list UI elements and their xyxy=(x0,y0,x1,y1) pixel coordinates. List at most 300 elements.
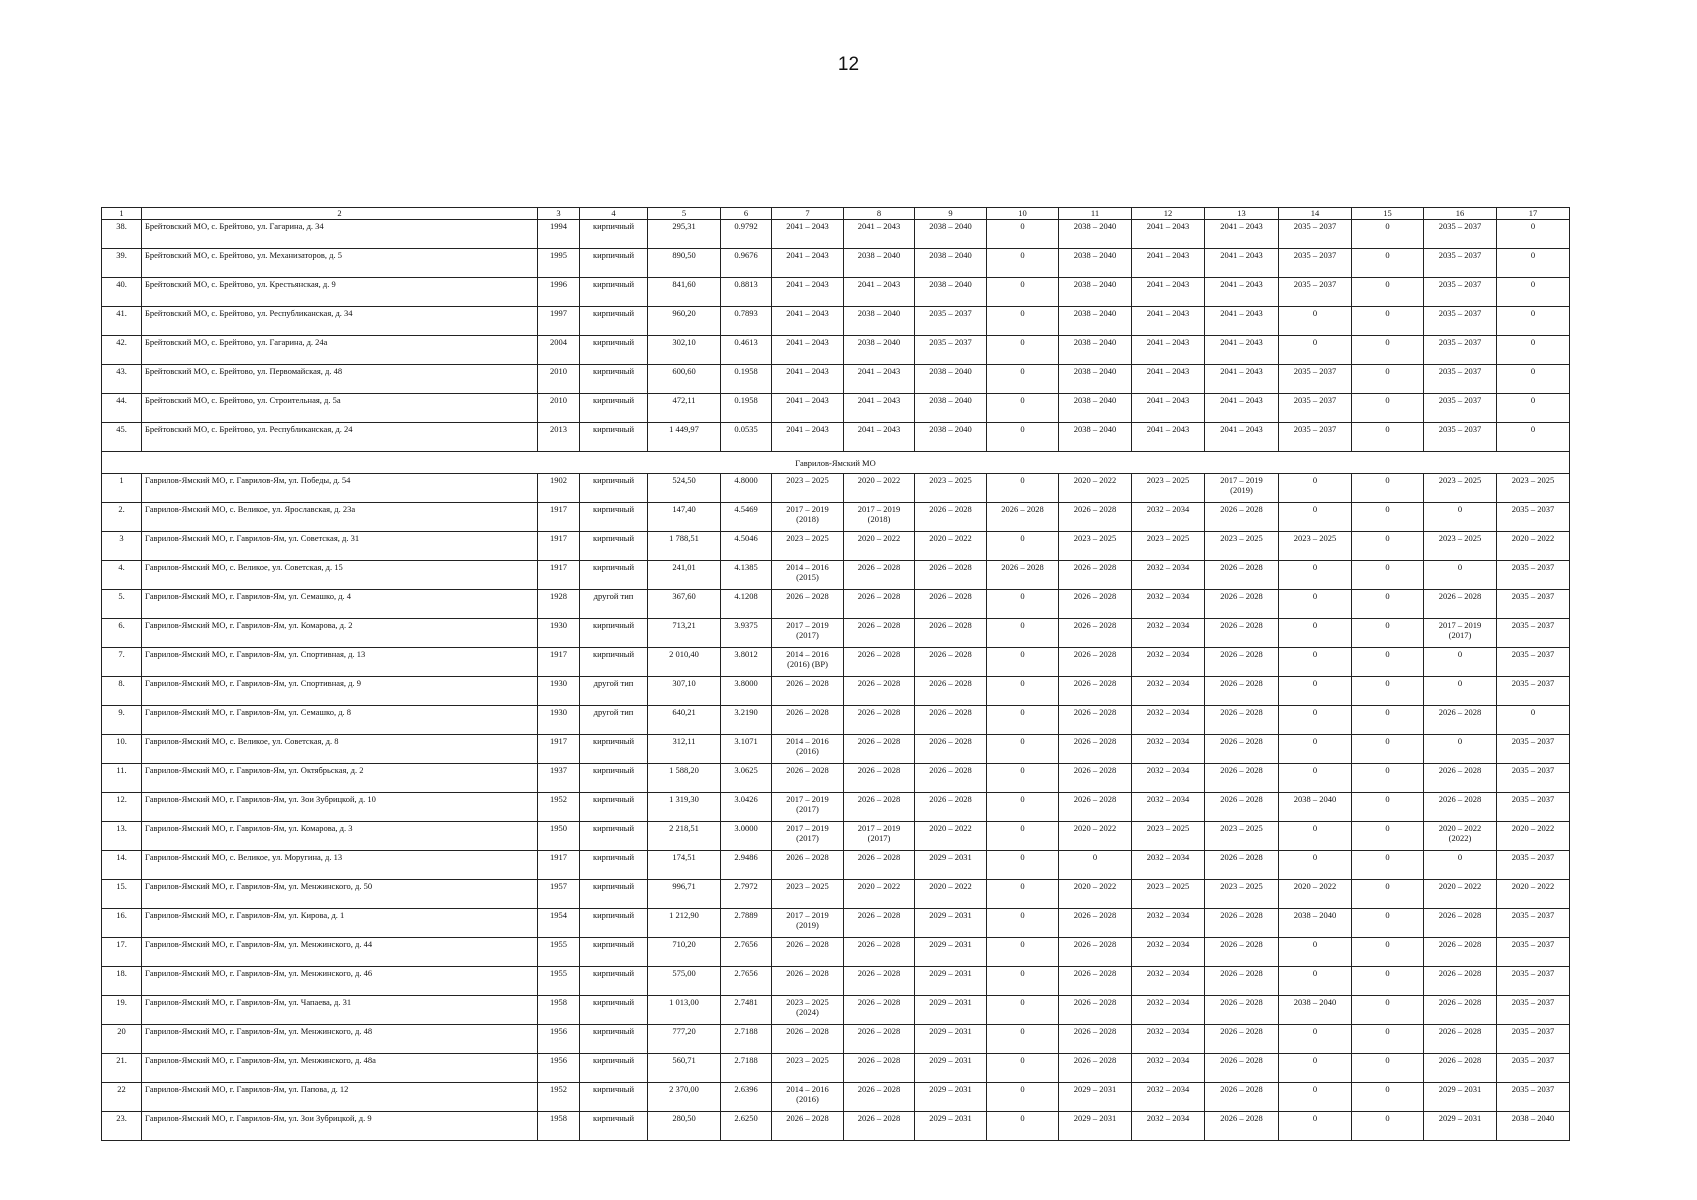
table-cell: 2020 – 2022 xyxy=(1424,880,1497,909)
table-cell: 2041 – 2043 xyxy=(772,249,844,278)
table-cell: 2026 – 2028 xyxy=(1059,561,1132,590)
address-cell: Гаврилов-Ямский МО, г. Гаврилов-Ям, ул. Семашко, д. 4 xyxy=(142,590,538,619)
column-number: 1 xyxy=(102,208,142,220)
table-cell: 295,31 xyxy=(648,220,721,249)
table-cell: 2038 – 2040 xyxy=(915,394,987,423)
table-cell: 2035 – 2037 xyxy=(1497,1054,1570,1083)
table-cell: 2026 – 2028 xyxy=(1205,677,1279,706)
table-cell: 1917 xyxy=(538,851,580,880)
table-cell: 2026 – 2028 xyxy=(1205,1025,1279,1054)
table-cell: 2026 – 2028 xyxy=(915,735,987,764)
table-cell: 960,20 xyxy=(648,307,721,336)
address-cell: Гаврилов-Ямский МО, г. Гаврилов-Ям, ул. Комарова, д. 2 xyxy=(142,619,538,648)
table-cell: 1917 xyxy=(538,532,580,561)
table-cell: 367,60 xyxy=(648,590,721,619)
table-cell: 2026 – 2028 xyxy=(1205,764,1279,793)
table-cell: 2038 – 2040 xyxy=(1279,793,1352,822)
table-cell: кирпичный xyxy=(580,648,648,677)
table-cell: 12. xyxy=(102,793,142,822)
table-cell: 2026 – 2028 xyxy=(772,1112,844,1141)
table-cell: 2004 xyxy=(538,336,580,365)
table-cell: 2026 – 2028 xyxy=(915,503,987,532)
table-cell: кирпичный xyxy=(580,394,648,423)
table-cell: 2035 – 2037 xyxy=(1497,503,1570,532)
table-cell: 0 xyxy=(1279,590,1352,619)
table-cell: 2020 – 2022 (2022) xyxy=(1424,822,1497,851)
section-title: Гаврилов-Ямский МО xyxy=(102,452,1570,474)
table-cell: 2026 – 2028 xyxy=(1424,706,1497,735)
table-cell: 2041 – 2043 xyxy=(1132,365,1205,394)
table-cell: 2020 – 2022 xyxy=(1279,880,1352,909)
table-cell: 19. xyxy=(102,996,142,1025)
table-cell: кирпичный xyxy=(580,532,648,561)
table-cell: 2017 – 2019 (2017) xyxy=(772,793,844,822)
table-cell: 1917 xyxy=(538,648,580,677)
table-cell: 2023 – 2025 xyxy=(1279,532,1352,561)
table-cell: 307,10 xyxy=(648,677,721,706)
table-cell: 2032 – 2034 xyxy=(1132,909,1205,938)
table-cell: 2035 – 2037 xyxy=(1424,278,1497,307)
table-cell: 42. xyxy=(102,336,142,365)
table-cell: 0 xyxy=(1352,532,1424,561)
table-cell: 4. xyxy=(102,561,142,590)
table-cell: 2.7972 xyxy=(721,880,772,909)
table-cell: 2038 – 2040 xyxy=(915,365,987,394)
table-cell: 2026 – 2028 xyxy=(772,967,844,996)
table-cell: кирпичный xyxy=(580,503,648,532)
table-cell: 2035 – 2037 xyxy=(1497,996,1570,1025)
table-cell: 0 xyxy=(1279,764,1352,793)
table-cell: 0 xyxy=(1279,503,1352,532)
table-cell: 890,50 xyxy=(648,249,721,278)
address-cell: Гаврилов-Ямский МО, с. Великое, ул. Советская, д. 15 xyxy=(142,561,538,590)
table-cell: 2.6250 xyxy=(721,1112,772,1141)
table-cell: 0 xyxy=(1352,220,1424,249)
table-cell: 1 449,97 xyxy=(648,423,721,452)
table-cell: 2035 – 2037 xyxy=(1279,249,1352,278)
table-row xyxy=(102,503,1570,532)
table-cell: 43. xyxy=(102,365,142,394)
table-cell: 0 xyxy=(1352,1112,1424,1141)
table-row xyxy=(102,996,1570,1025)
table-cell: 1957 xyxy=(538,880,580,909)
table-cell: 2026 – 2028 xyxy=(1059,1054,1132,1083)
table-cell: 472,11 xyxy=(648,394,721,423)
table-cell: 1952 xyxy=(538,1083,580,1112)
table-cell: 2026 – 2028 xyxy=(844,1054,915,1083)
table-cell: 0 xyxy=(987,764,1059,793)
table-cell: 2032 – 2034 xyxy=(1132,590,1205,619)
address-cell: Брейтовский МО, с. Брейтово, ул. Республиканская, д. 24 xyxy=(142,423,538,452)
table-row xyxy=(102,619,1570,648)
table-cell: 4.5046 xyxy=(721,532,772,561)
table-row xyxy=(102,423,1570,452)
table-cell: 2026 – 2028 xyxy=(987,561,1059,590)
table-cell: 1 788,51 xyxy=(648,532,721,561)
table-cell: 2026 – 2028 xyxy=(844,1112,915,1141)
section-row-group xyxy=(102,452,1570,474)
table-cell: кирпичный xyxy=(580,822,648,851)
table-cell: 2038 – 2040 xyxy=(1059,423,1132,452)
table-cell: 2020 – 2022 xyxy=(1497,532,1570,561)
table-cell: 0 xyxy=(1352,278,1424,307)
table-cell: 2026 – 2028 xyxy=(1205,619,1279,648)
table-cell: 524,50 xyxy=(648,474,721,503)
address-cell: Гаврилов-Ямский МО, г. Гаврилов-Ям, ул. Менжинского, д. 48 xyxy=(142,1025,538,1054)
address-cell: Гаврилов-Ямский МО, г. Гаврилов-Ям, ул. Менжинского, д. 46 xyxy=(142,967,538,996)
table-cell: 2026 – 2028 xyxy=(844,909,915,938)
address-cell: Брейтовский МО, с. Брейтово, ул. Механизаторов, д. 5 xyxy=(142,249,538,278)
table-row xyxy=(102,1054,1570,1083)
table-cell: 0 xyxy=(987,938,1059,967)
table-cell: 2026 – 2028 xyxy=(1059,967,1132,996)
table-cell: 2026 – 2028 xyxy=(1205,909,1279,938)
table-cell: 0.8813 xyxy=(721,278,772,307)
table-cell: 2026 – 2028 xyxy=(844,996,915,1025)
table-row xyxy=(102,677,1570,706)
table-cell: 23. xyxy=(102,1112,142,1141)
table-cell: 2 370,00 xyxy=(648,1083,721,1112)
table-cell: другой тип xyxy=(580,677,648,706)
table-cell: 2041 – 2043 xyxy=(844,365,915,394)
table-cell: кирпичный xyxy=(580,307,648,336)
table-row xyxy=(102,1083,1570,1112)
table-cell: 0 xyxy=(1279,938,1352,967)
table-cell: 2026 – 2028 xyxy=(844,735,915,764)
address-cell: Гаврилов-Ямский МО, г. Гаврилов-Ям, ул. Чапаева, д. 31 xyxy=(142,996,538,1025)
table-cell: 2026 – 2028 xyxy=(1205,793,1279,822)
table-cell: 2035 – 2037 xyxy=(1497,1083,1570,1112)
table-cell: 2038 – 2040 xyxy=(915,220,987,249)
table-cell: 0 xyxy=(987,1112,1059,1141)
table-cell: 2026 – 2028 xyxy=(844,967,915,996)
table-cell: 0 xyxy=(1279,336,1352,365)
table-cell: 2026 – 2028 xyxy=(1059,735,1132,764)
table-cell: 2020 – 2022 xyxy=(844,474,915,503)
table-cell: 2038 – 2040 xyxy=(1279,996,1352,1025)
table-cell: 2041 – 2043 xyxy=(1132,394,1205,423)
table-cell: 2035 – 2037 xyxy=(1279,220,1352,249)
table-cell: 2020 – 2022 xyxy=(1497,822,1570,851)
table-row xyxy=(102,648,1570,677)
table-cell: 2010 xyxy=(538,365,580,394)
table-cell: кирпичный xyxy=(580,423,648,452)
table-cell: 3.1071 xyxy=(721,735,772,764)
address-cell: Гаврилов-Ямский МО, с. Великое, ул. Моругина, д. 13 xyxy=(142,851,538,880)
table-cell: 2041 – 2043 xyxy=(844,278,915,307)
table-cell: 0 xyxy=(1279,706,1352,735)
table-cell: 2023 – 2025 xyxy=(1132,880,1205,909)
table-cell: 2023 – 2025 xyxy=(1132,532,1205,561)
table-cell: 2.6396 xyxy=(721,1083,772,1112)
table-cell: 0 xyxy=(1352,1025,1424,1054)
table-cell: 2026 – 2028 xyxy=(915,677,987,706)
table-cell: 2035 – 2037 xyxy=(1279,423,1352,452)
table-cell: 16. xyxy=(102,909,142,938)
table-cell: 2038 – 2040 xyxy=(915,278,987,307)
column-number: 12 xyxy=(1132,208,1205,220)
table-cell: 2026 – 2028 xyxy=(844,764,915,793)
table-cell: 15. xyxy=(102,880,142,909)
table-cell: 1 013,00 xyxy=(648,996,721,1025)
table-cell: 2017 – 2019 (2017) xyxy=(772,822,844,851)
table-cell: 3.0625 xyxy=(721,764,772,793)
table-cell: 0 xyxy=(1352,561,1424,590)
table-cell: 0 xyxy=(1424,561,1497,590)
table-cell: 0 xyxy=(1497,249,1570,278)
table-cell: 2.7656 xyxy=(721,967,772,996)
table-cell: 0 xyxy=(987,735,1059,764)
column-number: 16 xyxy=(1424,208,1497,220)
table-cell: 2041 – 2043 xyxy=(1205,220,1279,249)
table-cell: 0 xyxy=(987,394,1059,423)
table-cell: кирпичный xyxy=(580,336,648,365)
table-cell: 2023 – 2025 xyxy=(1132,474,1205,503)
table-cell: 2032 – 2034 xyxy=(1132,561,1205,590)
table-cell: 1952 xyxy=(538,793,580,822)
table-cell: 2026 – 2028 xyxy=(844,561,915,590)
table-cell: другой тип xyxy=(580,590,648,619)
column-number: 9 xyxy=(915,208,987,220)
table-cell: 174,51 xyxy=(648,851,721,880)
table-cell: 2026 – 2028 xyxy=(772,706,844,735)
table-cell: 2023 – 2025 xyxy=(1497,474,1570,503)
table-cell: 2041 – 2043 xyxy=(772,220,844,249)
table-cell: 0 xyxy=(1352,336,1424,365)
table-cell: 2035 – 2037 xyxy=(1497,561,1570,590)
table-cell: 0 xyxy=(1279,735,1352,764)
table-cell: 2026 – 2028 xyxy=(844,706,915,735)
table-cell: 0.4613 xyxy=(721,336,772,365)
table-cell: 2041 – 2043 xyxy=(844,394,915,423)
table-cell: 2020 – 2022 xyxy=(1497,880,1570,909)
table-cell: 0 xyxy=(987,648,1059,677)
table-row xyxy=(102,249,1570,278)
table-cell: 560,71 xyxy=(648,1054,721,1083)
table-cell: 2038 – 2040 xyxy=(1279,909,1352,938)
table-cell: 2029 – 2031 xyxy=(915,1025,987,1054)
table-cell: кирпичный xyxy=(580,365,648,394)
address-cell: Гаврилов-Ямский МО, г. Гаврилов-Ям, ул. Спортивная, д. 9 xyxy=(142,677,538,706)
table-cell: 2026 – 2028 xyxy=(1059,503,1132,532)
table-cell: 2041 – 2043 xyxy=(1205,365,1279,394)
table-cell: 2035 – 2037 xyxy=(1279,278,1352,307)
address-cell: Брейтовский МО, с. Брейтово, ул. Крестьянская, д. 9 xyxy=(142,278,538,307)
table-cell: 2029 – 2031 xyxy=(1424,1112,1497,1141)
table-row xyxy=(102,561,1570,590)
table-cell: 600,60 xyxy=(648,365,721,394)
table-cell: 2029 – 2031 xyxy=(915,967,987,996)
table-cell: 2041 – 2043 xyxy=(772,423,844,452)
table-cell: 0 xyxy=(1497,394,1570,423)
address-cell: Брейтовский МО, с. Брейтово, ул. Первомайская, д. 48 xyxy=(142,365,538,394)
table-cell: 2010 xyxy=(538,394,580,423)
table-cell: 2032 – 2034 xyxy=(1132,1025,1205,1054)
table-cell: 1950 xyxy=(538,822,580,851)
address-cell: Брейтовский МО, с. Брейтово, ул. Гагарина, д. 34 xyxy=(142,220,538,249)
table-cell: 0 xyxy=(1279,1025,1352,1054)
table-cell: 0 xyxy=(1424,851,1497,880)
table-cell: 0 xyxy=(1352,793,1424,822)
table-cell: 0 xyxy=(1279,561,1352,590)
section-header-row xyxy=(102,452,1570,474)
table-cell: 3.9375 xyxy=(721,619,772,648)
table-cell: 241,01 xyxy=(648,561,721,590)
table-row xyxy=(102,365,1570,394)
table-cell: 0 xyxy=(1352,619,1424,648)
table-body-breitovo xyxy=(102,208,1570,452)
table-cell: 0 xyxy=(1279,648,1352,677)
table-cell: 2026 – 2028 xyxy=(1205,996,1279,1025)
table-cell: 2026 – 2028 xyxy=(915,619,987,648)
table-cell: 1955 xyxy=(538,967,580,996)
table-cell: 0 xyxy=(1352,880,1424,909)
table-cell: 2032 – 2034 xyxy=(1132,851,1205,880)
table-cell: кирпичный xyxy=(580,1025,648,1054)
table-cell: 2035 – 2037 xyxy=(1424,249,1497,278)
table-cell: 0 xyxy=(1279,822,1352,851)
table-cell: 2035 – 2037 xyxy=(1497,677,1570,706)
table-cell: 1995 xyxy=(538,249,580,278)
table-cell: 2026 – 2028 xyxy=(844,1025,915,1054)
table-cell: 2026 – 2028 xyxy=(1059,909,1132,938)
table-cell: 9. xyxy=(102,706,142,735)
table-cell: 2.7188 xyxy=(721,1054,772,1083)
table-cell: 0 xyxy=(1352,822,1424,851)
table-row xyxy=(102,851,1570,880)
table-cell: 2026 – 2028 xyxy=(844,938,915,967)
table-cell: 0 xyxy=(1352,590,1424,619)
table-cell: 2035 – 2037 xyxy=(1497,1025,1570,1054)
table-cell: 0 xyxy=(1279,474,1352,503)
table-cell: 3.2190 xyxy=(721,706,772,735)
table-cell: 2038 – 2040 xyxy=(1497,1112,1570,1141)
table-cell: 0 xyxy=(1352,909,1424,938)
address-cell: Гаврилов-Ямский МО, г. Гаврилов-Ям, ул. Кирова, д. 1 xyxy=(142,909,538,938)
table-cell: 2041 – 2043 xyxy=(1132,423,1205,452)
table-row xyxy=(102,220,1570,249)
table-cell: кирпичный xyxy=(580,1083,648,1112)
table-cell: 2026 – 2028 xyxy=(915,793,987,822)
table-cell: 2035 – 2037 xyxy=(1424,336,1497,365)
column-number: 4 xyxy=(580,208,648,220)
page-number: 12 xyxy=(837,54,860,75)
table-row xyxy=(102,590,1570,619)
address-cell: Гаврилов-Ямский МО, г. Гаврилов-Ям, ул. Менжинского, д. 48а xyxy=(142,1054,538,1083)
table-cell: кирпичный xyxy=(580,880,648,909)
table-cell: 2041 – 2043 xyxy=(1205,394,1279,423)
table-cell: 2026 – 2028 xyxy=(1059,706,1132,735)
table-cell: 2026 – 2028 xyxy=(1205,967,1279,996)
address-cell: Гаврилов-Ямский МО, с. Великое, ул. Ярославская, д. 23а xyxy=(142,503,538,532)
table-cell: 0 xyxy=(987,365,1059,394)
table-cell: 0 xyxy=(987,532,1059,561)
table-cell: 1994 xyxy=(538,220,580,249)
table-cell: 13. xyxy=(102,822,142,851)
table-cell: 0 xyxy=(1497,278,1570,307)
table-cell: 3.0426 xyxy=(721,793,772,822)
table-cell: 2041 – 2043 xyxy=(772,278,844,307)
table-cell: 1 212,90 xyxy=(648,909,721,938)
table-cell: кирпичный xyxy=(580,619,648,648)
table-cell: 1930 xyxy=(538,706,580,735)
table-cell: 18. xyxy=(102,967,142,996)
table-cell: 2029 – 2031 xyxy=(915,938,987,967)
table-cell: кирпичный xyxy=(580,764,648,793)
table-cell: 2026 – 2028 xyxy=(844,677,915,706)
table-cell: 2.9486 xyxy=(721,851,772,880)
table-cell: 0 xyxy=(1279,307,1352,336)
column-number: 7 xyxy=(772,208,844,220)
table-cell: 2032 – 2034 xyxy=(1132,619,1205,648)
table-row xyxy=(102,532,1570,561)
table-cell: 17. xyxy=(102,938,142,967)
table-cell: 2020 – 2022 xyxy=(844,532,915,561)
table-cell: 0.1958 xyxy=(721,365,772,394)
table-cell: 2026 – 2028 xyxy=(1205,561,1279,590)
table-cell: 0.9792 xyxy=(721,220,772,249)
table-cell: 2020 – 2022 xyxy=(915,822,987,851)
table-cell: 0 xyxy=(987,880,1059,909)
table-cell: 1917 xyxy=(538,735,580,764)
table-cell: 2026 – 2028 xyxy=(1205,706,1279,735)
address-cell: Брейтовский МО, с. Брейтово, ул. Республиканская, д. 34 xyxy=(142,307,538,336)
table-cell: 2017 – 2019 (2018) xyxy=(772,503,844,532)
table-cell: 2041 – 2043 xyxy=(1132,307,1205,336)
table-cell: 0 xyxy=(1279,967,1352,996)
table-cell: 2014 – 2016 (2016) xyxy=(772,1083,844,1112)
column-number: 3 xyxy=(538,208,580,220)
table-cell: 0 xyxy=(987,278,1059,307)
table-row xyxy=(102,1112,1570,1141)
table-cell: 2041 – 2043 xyxy=(1132,249,1205,278)
table-cell: 0 xyxy=(987,1054,1059,1083)
table-cell: 0 xyxy=(1279,677,1352,706)
table-cell: 2041 – 2043 xyxy=(1132,336,1205,365)
table-cell: 2026 – 2028 xyxy=(844,793,915,822)
table-cell: 2035 – 2037 xyxy=(1497,793,1570,822)
table-cell: 2026 – 2028 xyxy=(844,1083,915,1112)
table-cell: 0 xyxy=(1352,996,1424,1025)
table-cell: 2032 – 2034 xyxy=(1132,967,1205,996)
table-cell: 0 xyxy=(1352,938,1424,967)
table-cell: 710,20 xyxy=(648,938,721,967)
table-cell: 0 xyxy=(987,249,1059,278)
table-cell: 1 319,30 xyxy=(648,793,721,822)
table-cell: 20 xyxy=(102,1025,142,1054)
table-cell: 0.9676 xyxy=(721,249,772,278)
table-cell: 1958 xyxy=(538,996,580,1025)
table-cell: 2026 – 2028 xyxy=(1059,1025,1132,1054)
table-cell: 2020 – 2022 xyxy=(915,532,987,561)
table-cell: 0 xyxy=(987,1025,1059,1054)
table-cell: 1955 xyxy=(538,938,580,967)
table-cell: 0 xyxy=(1352,1083,1424,1112)
table-cell: кирпичный xyxy=(580,1112,648,1141)
table-cell: 2041 – 2043 xyxy=(1205,278,1279,307)
table-cell: 2. xyxy=(102,503,142,532)
table-cell: 2026 – 2028 xyxy=(1059,996,1132,1025)
table-cell: 2023 – 2025 xyxy=(1424,474,1497,503)
table-cell: 2014 – 2016 (2016) (ВР) xyxy=(772,648,844,677)
table-cell: 0 xyxy=(987,1083,1059,1112)
table-cell: 2023 – 2025 xyxy=(915,474,987,503)
table-cell: кирпичный xyxy=(580,474,648,503)
table-cell: кирпичный xyxy=(580,735,648,764)
column-number: 10 xyxy=(987,208,1059,220)
table-cell: 2026 – 2028 xyxy=(1059,764,1132,793)
table-cell: 0 xyxy=(1352,474,1424,503)
